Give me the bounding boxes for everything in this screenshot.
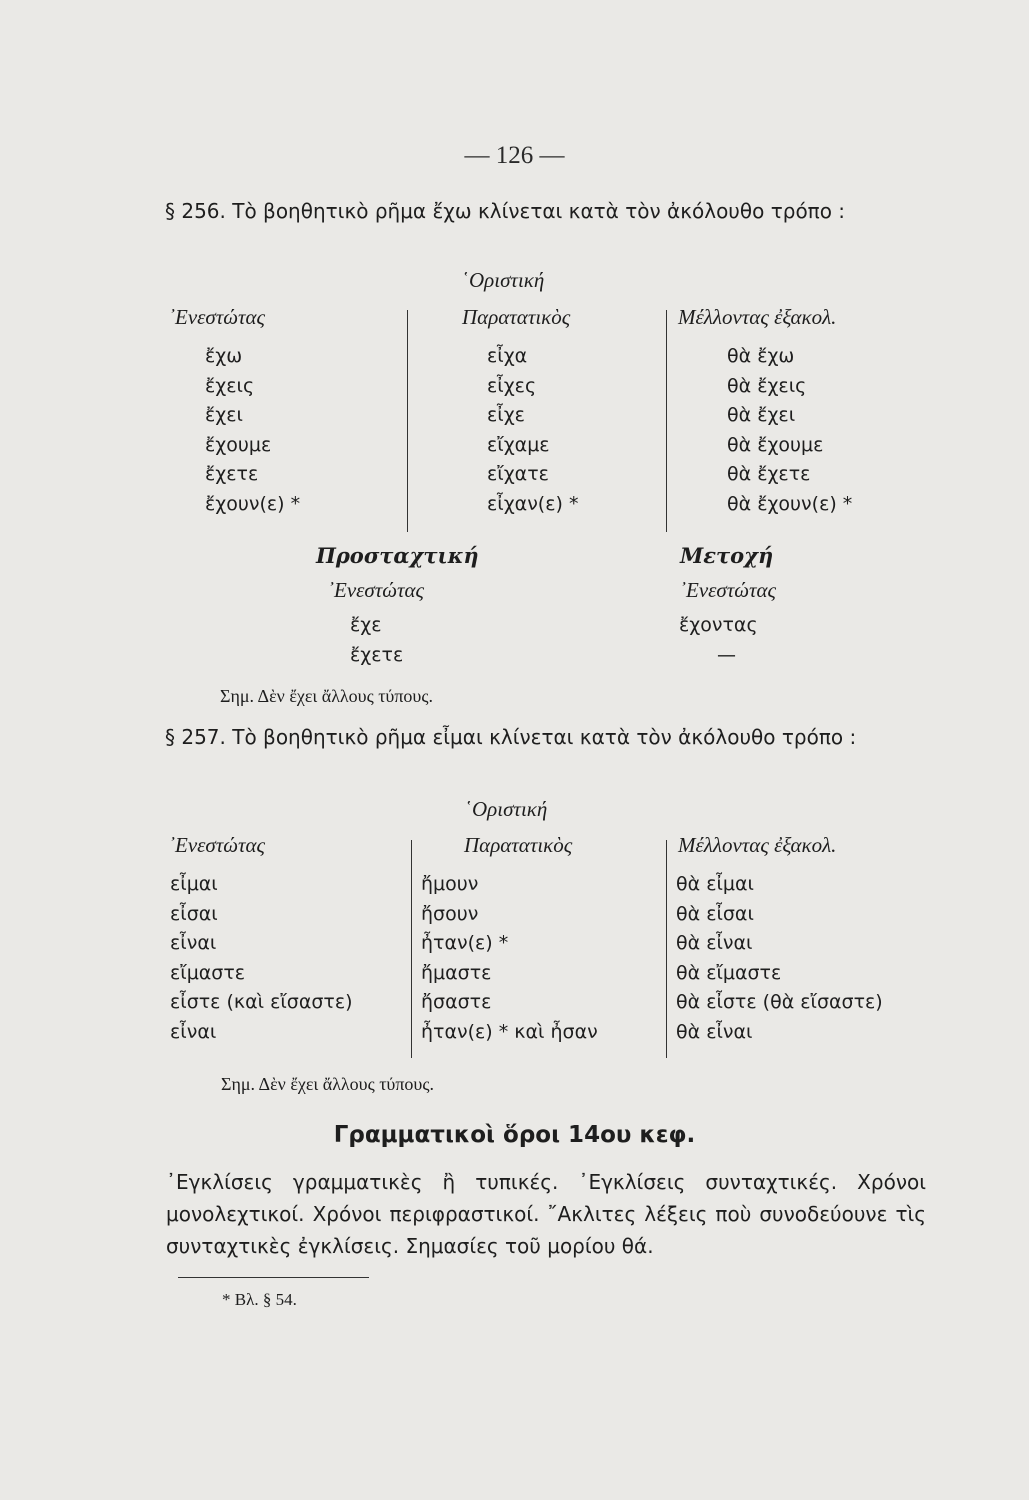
s256-future-form: θὰ ἔχει — [727, 404, 796, 426]
s256-divider-2 — [666, 310, 667, 532]
s257-divider-1 — [411, 840, 412, 1058]
participle-forms — [679, 611, 758, 670]
section-256-intro: § 256. Τὸ βοηθητικὸ ρῆμα ἔχω κλίνεται κατὰ τὸν ἀκόλουθο τρόπο : — [165, 199, 846, 223]
s256-future-form: θὰ ἔχουν(ε) * — [727, 492, 853, 515]
s256-present-form: ἔχουν(ε) * — [205, 492, 301, 515]
participle-dash: — — [717, 643, 736, 666]
s256-imperfect-title: Παρατατικὸς — [462, 305, 571, 329]
grammar-terms-title: Γραμματικοὶ ὅροι 14ου κεφ. — [333, 1122, 696, 1148]
s256-present-form: ἔχετε — [205, 463, 259, 485]
s257-present-form: εἶσαι — [170, 902, 218, 925]
imperative-form: ἔχετε — [350, 643, 404, 666]
s257-imperfect-form: ἦταν(ε) * καὶ ἦσαν — [421, 1020, 598, 1043]
section-257-mood-title: ῾Οριστική — [465, 797, 548, 821]
participle-form: ἔχοντας — [679, 614, 758, 636]
participle-title: Μετοχή — [680, 543, 774, 568]
grammar-terms-text: ᾽Εγκλίσεις γραμματικὲς ἢ τυπικές. ᾽Εγκλίσεις συνταχτικές. Χρόνοι μονολεχτικοί. Χρόνοι περιφραστικοί. ῎Ακλιτες λέξεις ποὺ συνοδεύουνε τὶς συνταχτικὲς ἐγκλίσεις. Σημασίες τοῦ μορίου θά. — [166, 1170, 926, 1258]
s256-imperfect-form: εἶχε — [487, 404, 525, 426]
participle-sub: ᾽Ενεστώτας — [679, 578, 777, 602]
s257-present-form: εἶστε (καὶ εἴσαστε) — [170, 991, 353, 1013]
s257-present-form: εἶναι — [170, 1020, 217, 1043]
section-256-note: Σημ. Δὲν ἔχει ἄλλους τύπους. — [220, 686, 433, 706]
s257-future-form: θὰ εἶμαι — [676, 873, 754, 895]
s256-imperfect-form: εἶχες — [487, 374, 537, 397]
imperative-form: ἔχε — [350, 614, 382, 636]
s257-future-form: θὰ εἶστε (θὰ εἴσαστε) — [676, 991, 883, 1013]
s257-present-form: εἴμαστε — [170, 961, 246, 984]
s257-imperfect-form: ἤσαστε — [421, 991, 492, 1013]
section-256-mood-title: ῾Οριστική — [462, 268, 545, 292]
s257-divider-2 — [666, 840, 667, 1058]
s256-future-forms — [727, 342, 852, 519]
s256-present-form: ἔχω — [205, 345, 243, 367]
s256-present-form: ἔχουμε — [205, 433, 272, 456]
s257-present-form: εἶμαι — [170, 873, 218, 895]
s256-imperfect-forms — [487, 342, 578, 519]
imperative-sub: ᾽Ενεστώτας — [327, 578, 425, 602]
s256-imperfect-form: εἴχαμε — [487, 433, 550, 456]
s256-present-forms — [205, 342, 300, 519]
s257-present-forms — [170, 870, 353, 1047]
s257-imperfect-form: ἤσουν — [421, 902, 479, 925]
s256-divider-1 — [407, 310, 408, 532]
s256-present-form: ἔχει — [205, 404, 243, 426]
s257-imperfect-title: Παρατατικὸς — [464, 833, 573, 857]
s257-imperfect-form: ἤμαστε — [421, 961, 492, 984]
section-257-intro: § 257. Τὸ βοηθητικὸ ρῆμα εἶμαι κλίνεται κατὰ τὸν ἀκόλουθο τρόπο : — [165, 725, 857, 749]
s256-present-title: ᾽Ενεστώτας — [168, 305, 266, 329]
s257-future-form: θὰ εἴμαστε — [676, 961, 782, 984]
footnote: * Βλ. § 54. — [222, 1290, 297, 1309]
s257-present-title: ᾽Ενεστώτας — [168, 833, 266, 857]
s257-future-forms — [676, 870, 883, 1047]
s256-future-title: Μέλλοντας ἐξακολ. — [678, 305, 837, 329]
s256-future-form: θὰ ἔχουμε — [727, 433, 824, 456]
imperative-forms — [350, 611, 403, 670]
s257-present-form: εἶναι — [170, 932, 217, 954]
footnote-rule — [178, 1277, 369, 1278]
s256-future-form: θὰ ἔχετε — [727, 463, 811, 485]
page-number: — 126 — — [464, 142, 565, 169]
s257-future-form: θὰ εἶναι — [676, 1020, 753, 1043]
s257-imperfect-forms — [421, 870, 598, 1047]
s257-future-form: θὰ εἶσαι — [676, 902, 754, 925]
s256-future-form: θὰ ἔχεις — [727, 374, 807, 397]
s256-imperfect-form: εἴχατε — [487, 463, 549, 485]
s256-present-form: ἔχεις — [205, 374, 255, 397]
s257-future-title: Μέλλοντας ἐξακολ. — [678, 833, 837, 857]
s257-imperfect-form: ἤμουν — [421, 873, 479, 895]
s257-future-form: θὰ εἶναι — [676, 932, 753, 954]
s256-imperfect-form: εἶχα — [487, 345, 528, 367]
s256-imperfect-form: εἶχαν(ε) * — [487, 492, 579, 515]
s256-future-form: θὰ ἔχω — [727, 345, 795, 367]
imperative-title: Προσταχτική — [316, 543, 479, 568]
section-257-note: Σημ. Δὲν ἔχει ἄλλους τύπους. — [221, 1074, 434, 1094]
s257-imperfect-form: ἦταν(ε) * — [421, 932, 509, 954]
